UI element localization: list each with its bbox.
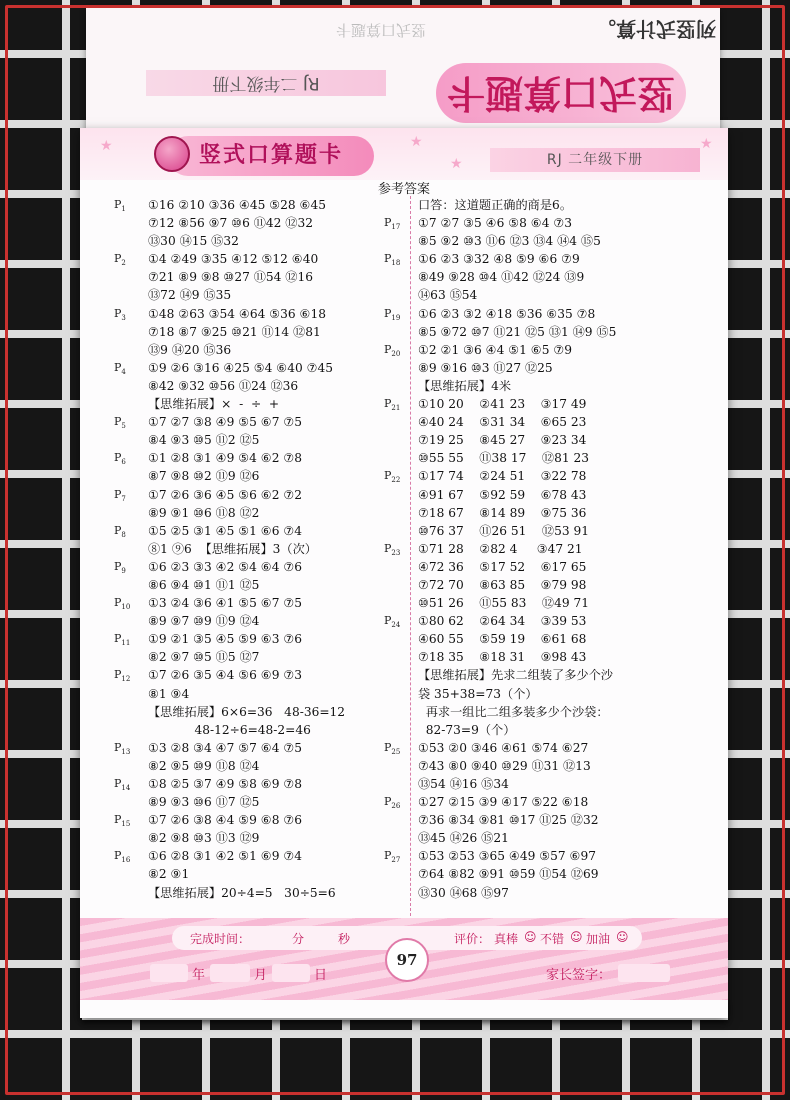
answer-text: ①6 ②3 ③2 ④18 ⑤36 ⑥35 ⑦8	[418, 306, 596, 321]
answer-text: ①6 ②8 ③1 ④2 ⑤1 ⑥9 ⑦4	[148, 849, 303, 864]
answer-text: ①80 62 ②64 34 ③39 53	[418, 614, 587, 629]
answer-text: 袋 35+38=73（个）	[418, 686, 538, 701]
page-ref-number: 10	[121, 603, 131, 612]
answer-text: ⑦21 ⑧9 ⑨8 ⑩27 ⑪54 ⑫16	[148, 270, 313, 285]
answer-text: 82-73=9（个）	[418, 722, 516, 737]
page-ref-number: 4	[121, 368, 126, 377]
answer-line	[114, 630, 410, 648]
answer-text: ①3 ②4 ③6 ④1 ⑤5 ⑥7 ⑦5	[148, 596, 303, 611]
answer-text: ①3 ②8 ③4 ④7 ⑤7 ⑥4 ⑦5	[148, 740, 303, 755]
month-blank[interactable]	[210, 964, 250, 982]
page-ref-label: $P_{25}$	[384, 740, 401, 756]
answer-line	[148, 268, 410, 286]
answer-text: ⑧2 ⑨7 ⑩5 ⑪5 ⑫7	[148, 650, 260, 665]
page-ref-number: 21	[391, 404, 401, 413]
answer-line	[418, 359, 718, 377]
answer-text: ⑩76 37 ⑪26 51 ⑫53 91	[418, 523, 589, 538]
answer-line	[418, 196, 718, 214]
smile-icon: ☺	[570, 930, 583, 944]
answer-text: ①4 ②49 ③35 ④12 ⑤12 ⑥40	[148, 252, 319, 267]
star-icon: ★	[100, 138, 113, 154]
page-ref-number: 27	[391, 856, 401, 865]
page-ref-label: $P_{24}$	[384, 614, 401, 630]
answer-line	[384, 739, 718, 757]
answer-line	[148, 884, 410, 902]
answer-line	[384, 793, 718, 811]
answer-line	[418, 666, 718, 684]
parent-signature-label: 家长签字：	[546, 968, 612, 983]
page-ref-number: 20	[391, 349, 401, 358]
page-ref-label: $P_{22}$	[384, 469, 401, 485]
grade-label: RJ 二年级下册	[490, 148, 700, 172]
answer-text: ⑧9 ⑨3 ⑩6 ⑪7 ⑫5	[148, 795, 260, 810]
answer-text: ①71 28 ②82 4 ③47 21	[418, 541, 583, 556]
page-title: 竖式口算题卡	[168, 136, 374, 176]
answer-page	[80, 128, 728, 1018]
answer-line	[114, 359, 410, 377]
answer-line	[148, 377, 410, 395]
eval-keep-going: 加油	[586, 932, 611, 946]
answer-text: 【思维拓展】20÷4=5 30÷5=6	[148, 885, 336, 900]
answer-text: ①7 ②7 ③5 ④6 ⑤8 ⑥4 ⑦3	[418, 216, 573, 231]
answer-line	[418, 865, 718, 883]
answer-text: ⑧1 ⑨4	[148, 686, 190, 701]
answer-line	[418, 829, 718, 847]
date-row	[150, 962, 670, 984]
answer-text: ⑧9 ⑨7 ⑩9 ⑪9 ⑫4	[148, 614, 260, 629]
page-ref-number: 19	[391, 313, 401, 322]
answer-line	[384, 395, 718, 413]
answer-text: ①27 ②15 ③9 ④17 ⑤22 ⑥18	[418, 795, 589, 810]
answer-line	[114, 449, 410, 467]
answer-text: ⑬9 ⑭20 ⑮36	[148, 342, 232, 357]
page-ref-label: $P_9$	[114, 559, 126, 576]
answer-text: ①7 ②6 ③5 ④4 ⑤6 ⑥9 ⑦3	[148, 668, 303, 683]
answer-line	[114, 775, 410, 793]
page-ref-number: 22	[391, 476, 401, 485]
answer-line	[384, 467, 718, 485]
page-ref-label: $P_7$	[114, 487, 126, 503]
answer-line	[418, 594, 718, 612]
page-ref-label: $P_2$	[114, 252, 126, 268]
answer-text: ①53 ②0 ③46 ④61 ⑤74 ⑥27	[418, 740, 589, 755]
answer-line	[418, 703, 718, 721]
page-ref-number: 6	[121, 458, 126, 467]
page-ref-number: 14	[121, 784, 131, 793]
smile-icon: ☺	[616, 930, 629, 944]
answer-line	[148, 431, 410, 449]
answer-line	[418, 811, 718, 829]
answer-text: ⑧2 ⑨5 ⑩9 ⑪8 ⑫4	[148, 758, 260, 773]
page-ref-label: $P_{19}$	[384, 306, 401, 322]
answer-text: ⑧1 ⑨6 【思维拓展】3（次）	[148, 541, 317, 556]
page-ref-label: $P_5$	[114, 415, 126, 431]
page-ref-number: 24	[391, 621, 401, 630]
page-ref-number: 2	[121, 259, 126, 268]
page-ref-number: 1	[121, 205, 126, 214]
answer-text: ④60 55 ⑤59 19 ⑥61 68	[418, 632, 587, 647]
page-ref-label: $P_{26}$	[384, 795, 401, 811]
page-ref-number: 9	[121, 567, 126, 576]
answer-line	[384, 540, 718, 558]
answer-line	[384, 305, 718, 323]
answer-line	[148, 721, 410, 739]
answer-line	[148, 395, 410, 413]
page-ref-label: $P_{18}$	[384, 252, 401, 268]
answer-text: ⑧5 ⑨2 ⑩3 ⑪6 ⑫3 ⑬4 ⑭4 ⑮5	[418, 234, 601, 249]
answer-text: ⑧4 ⑨3 ⑩5 ⑪2 ⑫5	[148, 433, 260, 448]
answer-text: ①9 ②1 ③5 ④5 ⑤9 ⑥3 ⑦6	[148, 632, 303, 647]
page-ref-number: 7	[121, 494, 126, 503]
answer-line	[114, 666, 410, 684]
star-icon: ★	[410, 134, 423, 150]
page-ref-label: $P_{11}$	[114, 632, 131, 648]
answer-line	[114, 196, 410, 214]
left-answer-column	[114, 196, 410, 902]
answer-line	[114, 558, 410, 576]
answer-line	[148, 540, 410, 558]
answer-text: ①53 ②53 ③65 ④49 ⑤57 ⑥97	[418, 849, 596, 864]
page-ref-label: $P_{17}$	[384, 216, 401, 232]
answer-line	[148, 214, 410, 232]
answer-line	[418, 775, 718, 793]
minute-label: 分	[292, 932, 305, 946]
answer-text: ⑧2 ⑨8 ⑩3 ⑪3 ⑫9	[148, 831, 260, 846]
year-label: 年	[192, 968, 206, 983]
answer-line	[418, 757, 718, 775]
page-ref-label: $P_8$	[114, 523, 126, 539]
answer-line	[418, 431, 718, 449]
answer-line	[114, 486, 410, 504]
answer-line	[148, 286, 410, 304]
right-answer-column	[384, 196, 718, 902]
answer-text: ⑬54 ⑭16 ⑮34	[418, 777, 509, 791]
answer-text: ⑧5 ⑨72 ⑩7 ⑪21 ⑫5 ⑬1 ⑭9 ⑮5	[418, 324, 617, 339]
page-number: 97	[385, 938, 429, 982]
page-ref-number: 15	[121, 820, 131, 829]
answer-text: 【思维拓展】4米	[418, 378, 512, 393]
page-ref-label: $P_{23}$	[384, 541, 401, 557]
answer-line	[418, 648, 718, 666]
page-ref-label: $P_{13}$	[114, 740, 131, 756]
answer-text: ⑧49 ⑨28 ⑩4 ⑪42 ⑫24 ⑬9	[418, 270, 585, 285]
answer-line	[418, 413, 718, 431]
answer-text: ①5 ②5 ③1 ④5 ⑤1 ⑥6 ⑦4	[148, 523, 303, 538]
answer-line	[384, 250, 718, 268]
answer-text: ①48 ②63 ③54 ④64 ⑤36 ⑥18	[148, 306, 326, 321]
answer-line	[114, 811, 410, 829]
page-ref-number: 5	[121, 422, 126, 431]
answer-line	[384, 612, 718, 630]
answer-text: ①1 ②8 ③1 ④9 ⑤4 ⑥2 ⑦8	[148, 451, 303, 466]
page-ref-label: $P_{21}$	[384, 397, 401, 413]
page-ref-number: 13	[121, 748, 131, 756]
page-ref-number: 18	[391, 259, 401, 268]
answer-text: ⑦72 70 ⑧63 85 ⑨79 98	[418, 577, 587, 592]
answer-text: ①6 ②3 ③32 ④8 ⑤9 ⑥6 ⑦9	[418, 252, 580, 267]
footer	[80, 918, 728, 1000]
answer-line	[384, 847, 718, 865]
answer-text: ①16 ②10 ③36 ④45 ⑤28 ⑥45	[148, 198, 326, 212]
day-blank[interactable]	[272, 964, 310, 982]
answer-line	[148, 793, 410, 811]
answer-text: ⑧9 ⑨16 ⑩3 ⑪27 ⑫25	[418, 360, 553, 375]
answer-line	[114, 739, 410, 757]
eval-label: 评价：	[454, 932, 491, 946]
second-label: 秒	[338, 932, 351, 946]
answer-text: ⑧7 ⑨8 ⑩2 ⑪9 ⑫6	[148, 469, 260, 484]
answer-text: ⑬72 ⑭9 ⑮35	[148, 288, 232, 303]
page-ref-number: 26	[391, 802, 401, 811]
page-ref-label: $P_{27}$	[384, 849, 401, 865]
back-book-subtitle: RJ 二年级下册	[146, 70, 386, 96]
answer-text: ①7 ②6 ③6 ④5 ⑤6 ⑥2 ⑦2	[148, 487, 303, 502]
answer-text: ①7 ②6 ③8 ④4 ⑤9 ⑥8 ⑦6	[148, 813, 303, 828]
back-book-title: 竖式口算题卡	[436, 63, 686, 123]
answer-text: ⑦12 ⑧56 ⑨7 ⑩6 ⑪42 ⑫32	[148, 216, 313, 231]
page-ref-label: $P_{10}$	[114, 596, 131, 612]
answer-text: ⑭63 ⑮54	[418, 288, 478, 303]
answer-text: ①9 ②6 ③16 ④25 ⑤4 ⑥40 ⑦45	[148, 360, 334, 375]
answer-line	[114, 413, 410, 431]
page-ref-number: 17	[391, 223, 401, 232]
answer-text: ①7 ②7 ③8 ④9 ⑤5 ⑥7 ⑦5	[148, 415, 303, 430]
answer-line	[148, 757, 410, 775]
answer-line	[418, 323, 718, 341]
page-ref-label: $P_{12}$	[114, 668, 131, 684]
answer-line	[384, 214, 718, 232]
back-top-text: 列竖式计算。	[596, 17, 716, 41]
answer-line	[418, 576, 718, 594]
answer-text: 【思维拓展】6×6=36 48-36=12	[148, 704, 346, 719]
answer-text: 再求一组比二组多装多少个沙袋：	[418, 704, 609, 719]
page-ref-number: 12	[121, 675, 131, 684]
page-ref-number: 3	[121, 313, 126, 322]
answer-line	[384, 341, 718, 359]
page-ref-number: 25	[391, 748, 401, 756]
answer-text: ⑧6 ⑨4 ⑩1 ⑪1 ⑫5	[148, 577, 260, 592]
answer-text: ⑧2 ⑨1	[148, 867, 190, 882]
answer-line	[148, 685, 410, 703]
answer-line	[418, 721, 718, 739]
answer-line	[418, 449, 718, 467]
answer-text: 48-12÷6=48-2=46	[148, 722, 311, 737]
page-ref-number: 8	[121, 530, 126, 539]
answer-text: ④91 67 ⑤92 59 ⑥78 43	[418, 487, 587, 502]
answer-text: ⑦64 ⑧82 ⑨91 ⑩59 ⑪54 ⑫69	[418, 867, 599, 882]
smile-icon: ☺	[524, 930, 537, 944]
page-ref-label: $P_6$	[114, 451, 126, 467]
answer-line	[418, 504, 718, 522]
answer-line	[418, 232, 718, 250]
month-label: 月	[254, 968, 268, 983]
answer-line	[148, 467, 410, 485]
answer-text: ①6 ②3 ③3 ④2 ⑤4 ⑥4 ⑦6	[148, 559, 303, 574]
page-ref-number: 11	[121, 639, 131, 648]
year-blank[interactable]	[150, 964, 188, 982]
answer-text: ⑦18 35 ⑧18 31 ⑨98 43	[418, 650, 587, 665]
star-icon: ★	[450, 156, 463, 172]
answer-line	[418, 685, 718, 703]
answer-line	[418, 377, 718, 395]
answer-line	[418, 522, 718, 540]
answer-title: 参考答案	[377, 182, 430, 197]
back-top-left-text: 竖式口算题卡	[335, 21, 426, 39]
answer-line	[148, 341, 410, 359]
answer-text: ①2 ②1 ③6 ④4 ⑤1 ⑥5 ⑦9	[418, 342, 573, 357]
answer-text: ⑦36 ⑧34 ⑨81 ⑩17 ⑪25 ⑫32	[418, 813, 599, 828]
header-band	[80, 128, 728, 180]
answer-text: ⑦18 67 ⑧14 89 ⑨75 36	[418, 505, 587, 520]
answer-line	[148, 576, 410, 594]
back-book	[86, 8, 720, 138]
day-label: 日	[314, 968, 328, 983]
star-icon: ★	[700, 136, 713, 152]
answer-text: ⑩51 26 ⑪55 83 ⑫49 71	[418, 596, 589, 611]
answer-line	[148, 612, 410, 630]
answer-line	[148, 703, 410, 721]
answer-line	[148, 323, 410, 341]
answer-line	[418, 486, 718, 504]
page-ref-label: $P_{20}$	[384, 342, 401, 358]
answer-text: 【思维拓展】× - ÷ +	[148, 397, 280, 412]
answer-line	[418, 286, 718, 304]
answer-text: ⑦19 25 ⑧45 27 ⑨23 34	[418, 433, 587, 448]
answer-line	[418, 558, 718, 576]
time-label: 完成时间：	[190, 932, 251, 946]
answer-text: ④40 24 ⑤31 34 ⑥65 23	[418, 415, 587, 430]
answer-line	[114, 847, 410, 865]
page-ref-label: $P_4$	[114, 360, 126, 377]
answer-text: ①17 74 ②24 51 ③22 78	[418, 469, 587, 484]
answer-text: ⑩55 55 ⑪38 17 ⑫81 23	[418, 451, 589, 466]
page-ref-number: 16	[121, 856, 131, 865]
parent-signature-blank[interactable]	[618, 964, 670, 982]
answer-line	[148, 648, 410, 666]
page-ref-label: $P_{14}$	[114, 777, 131, 793]
page-ref-label: $P_{15}$	[114, 813, 131, 829]
answer-line	[114, 594, 410, 612]
page-ref-label: $P_{16}$	[114, 849, 131, 865]
page-ref-label: $P_3$	[114, 306, 126, 322]
answer-text: ⑧9 ⑨1 ⑩6 ⑪8 ⑫2	[148, 505, 260, 520]
answer-line	[418, 884, 718, 902]
answer-line	[148, 232, 410, 250]
page-ref-number: 23	[391, 548, 401, 557]
answer-text: ⑬30 ⑭15 ⑮32	[148, 234, 239, 249]
answer-text: 【思维拓展】先求二组装了多少个沙	[418, 668, 613, 683]
answer-line	[148, 829, 410, 847]
answer-text: ⑬45 ⑭26 ⑮21	[418, 831, 509, 846]
mascot-icon	[154, 136, 190, 172]
answer-line	[114, 305, 410, 323]
answer-text: 口答：这道题正确的商是6。	[418, 198, 573, 212]
answer-text: ①8 ②5 ③7 ④9 ⑤8 ⑥9 ⑦8	[148, 777, 303, 791]
eval-good: 不错	[540, 932, 565, 946]
answer-text: ⑦43 ⑧0 ⑨40 ⑩29 ⑪31 ⑫13	[418, 758, 591, 773]
answer-text: ①10 20 ②41 23 ③17 49	[418, 397, 587, 412]
answer-line	[114, 250, 410, 268]
answer-line	[114, 522, 410, 540]
answer-line	[418, 268, 718, 286]
answer-line	[148, 504, 410, 522]
answer-text: ⑬30 ⑭68 ⑮97	[418, 885, 509, 900]
answer-line	[418, 630, 718, 648]
page-ref-label: $P_1$	[114, 198, 126, 214]
answer-text: ⑧42 ⑨32 ⑩56 ⑪24 ⑫36	[148, 378, 299, 393]
eval-great: 真棒	[494, 932, 519, 946]
answer-line	[148, 865, 410, 883]
answer-text: ⑦18 ⑧7 ⑨25 ⑩21 ⑪14 ⑫81	[148, 324, 321, 339]
answer-text: ④72 36 ⑤17 52 ⑥17 65	[418, 559, 587, 574]
